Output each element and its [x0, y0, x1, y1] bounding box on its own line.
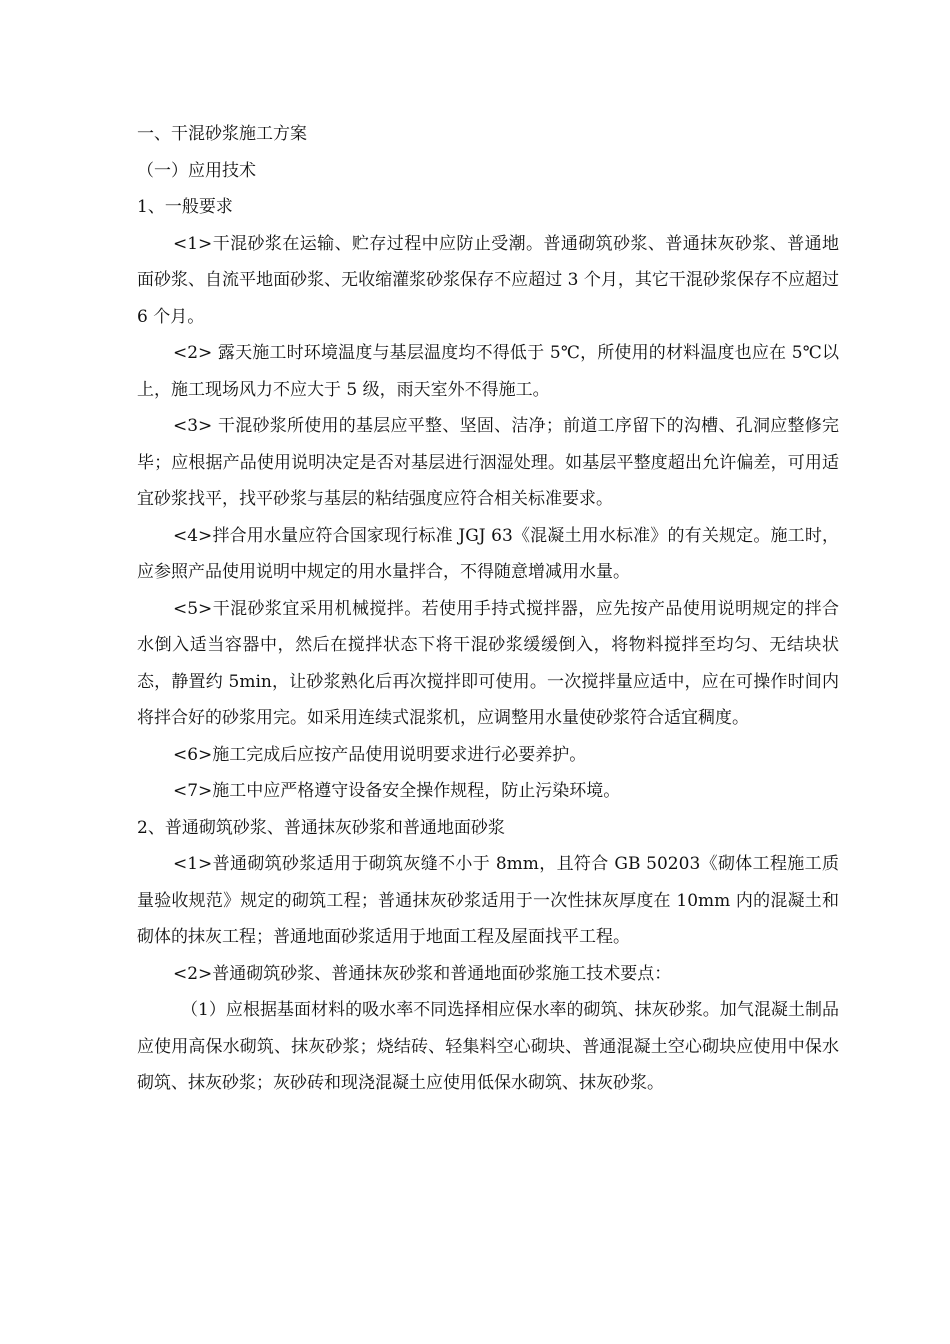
- paragraph-mortar-item-2: <2>普通砌筑砂浆、普通抹灰砂浆和普通地面砂浆施工技术要点：: [173, 963, 672, 984]
- item-heading-general-requirements: 1、一般要求: [137, 197, 233, 217]
- document-body: [137, 116, 839, 1102]
- paragraph-item-7: <7>施工中应严格遵守设备安全操作规程，防止污染环境。: [173, 781, 621, 801]
- section-heading: 一、干混砂浆施工方案: [137, 124, 307, 144]
- item-heading-ordinary-mortar: 2、普通砌筑砂浆、普通抹灰砂浆和普通地面砂浆: [137, 817, 505, 838]
- paragraph-item-1: <1>干混砂浆在运输、贮存过程中应防止受潮。普通砌筑砂浆、普通抹灰砂浆、普通地面砂浆、自流平地面砂浆、无收缩灌浆砂浆保存不应超过 3 个月，其它干混砂浆保存不应超过 6 个月。: [137, 233, 839, 327]
- paragraph-item-6: <6>施工完成后应按产品使用说明要求进行必要养护。: [173, 744, 587, 765]
- paragraph-item-2: <2> 露天施工时环境温度与基层温度均不得低于 5℃，所使用的材料温度也应在 5℃以上，施工现场风力不应大于 5 级，雨天室外不得施工。: [137, 343, 839, 400]
- paragraph-sub-point-1: （1）应根据基面材料的吸水率不同选择相应保水率的砌筑、抹灰砂浆。加气混凝土制品应使用高保水砌筑、抹灰砂浆；烧结砖、轻集料空心砌块、普通混凝土空心砌块应使用中保水砌筑、抹灰砂浆；灰砂砖和现浇混凝土应使用低保水砌筑、抹灰砂浆。: [137, 1000, 839, 1093]
- paragraph-item-4: <4>拌合用水量应符合国家现行标准 JGJ 63《混凝土用水标准》的有关规定。施工时，应参照产品使用说明中规定的用水量拌合，不得随意增减用水量。: [137, 525, 839, 582]
- subsection-heading: （一）应用技术: [137, 160, 256, 181]
- paragraph-mortar-item-1: <1>普通砌筑砂浆适用于砌筑灰缝不小于 8mm，且符合 GB 50203《砌体工程施工质量验收规范》规定的砌筑工程；普通抹灰砂浆适用于一次性抹灰厚度在 10mm 内的混凝土和砌体的抹灰工程；普通地面砂浆适用于地面工程及屋面找平工程。: [137, 854, 839, 947]
- paragraph-item-5: <5>干混砂浆宜采用机械搅拌。若使用手持式搅拌器，应先按产品使用说明规定的拌合水倒入适当容器中，然后在搅拌状态下将干混砂浆缓缓倒入，将物料搅拌至均匀、无结块状态，静置约 5min，让砂浆熟化后再次搅拌即可使用。一次搅拌量应适中，应在可操作时间内将拌合好的砂浆用完。如采用连续式混浆机，应调整用水量使砂浆符合适宜稠度。: [137, 598, 839, 728]
- paragraph-item-3: <3> 干混砂浆所使用的基层应平整、坚固、洁净；前道工序留下的沟槽、孔洞应整修完毕；应根据产品使用说明决定是否对基层进行洇湿处理。如基层平整度超出允许偏差，可用适宜砂浆找平，找平砂浆与基层的粘结强度应符合相关标准要求。: [137, 416, 839, 509]
